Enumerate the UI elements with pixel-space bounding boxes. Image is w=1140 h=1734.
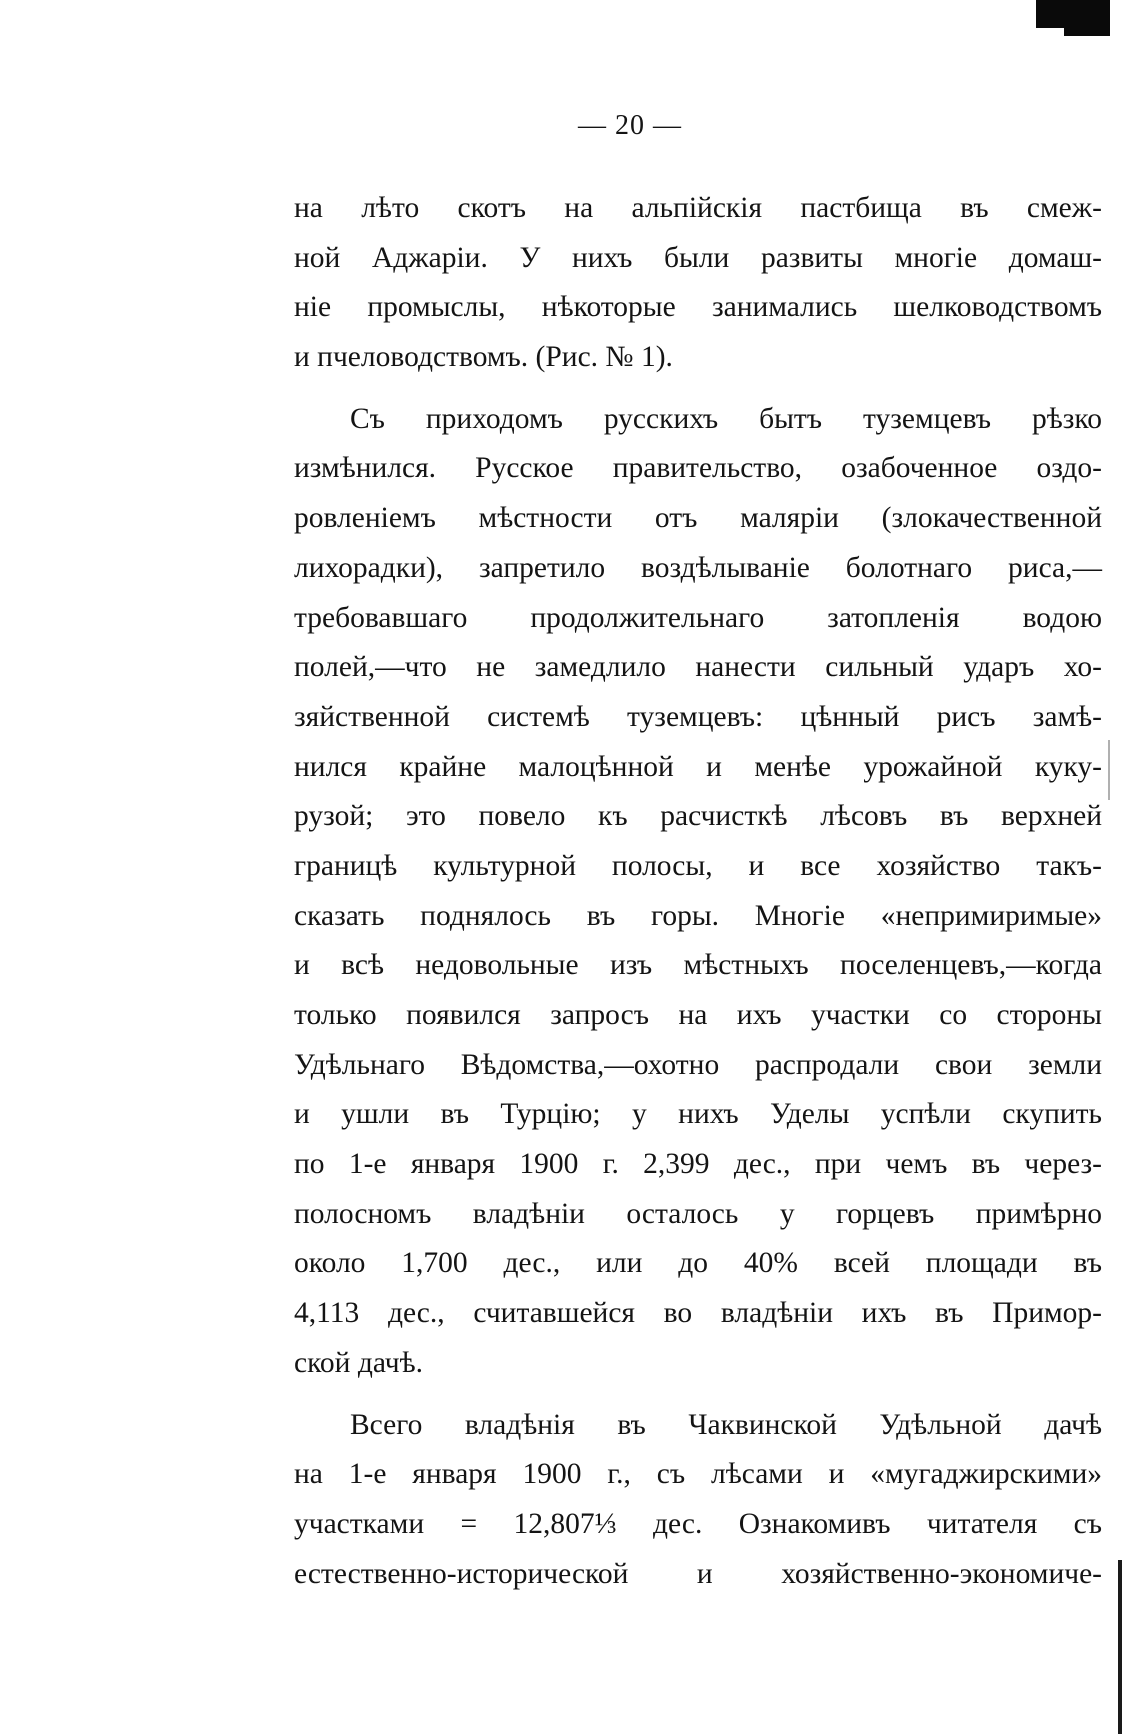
page-number: — 20 — [578, 110, 682, 141]
text-line: ніе промыслы, нѣкоторые занимались шелководствомъ [294, 291, 1102, 324]
text-line: естественно-исторической и хозяйственно-экономиче- [294, 1557, 1102, 1590]
text-line: измѣнился. Русское правительство, озабоченное оздо- [294, 452, 1102, 485]
text-line: только появился запросъ на ихъ участки со стороны [294, 999, 1102, 1031]
paragraph-gap [294, 1389, 1102, 1401]
text-line: Съ приходомъ русскихъ бытъ туземцевъ рѣзко [350, 402, 1102, 435]
text-line: Удѣльнаго Вѣдомства,—охотно распродали свои земли [294, 1048, 1102, 1081]
text-line: по 1-е января 1900 г. 2,399 дес., при чемъ въ через- [294, 1148, 1102, 1181]
text-line: ровленіемъ мѣстности отъ маляріи (злокачественной [294, 502, 1102, 535]
text-line: сказать поднялось въ горы. Многіе «непримиримые» [294, 899, 1102, 932]
paragraph-gap [294, 383, 1102, 395]
text-line: лихорадки), запретило воздѣлываніе болотнаго риса,— [294, 551, 1102, 584]
text-line: требовавшаго продолжительнаго затопленія водою [294, 601, 1102, 634]
text-line: рузой; это повело къ расчисткѣ лѣсовъ въ верхней [294, 800, 1102, 833]
text-line: нился крайне малоцѣнной и менѣе урожайной куку- [294, 750, 1102, 783]
text-line: на 1-е января 1900 г., съ лѣсами и «мугаджирскими» [294, 1458, 1102, 1491]
text-line: и пчеловодствомъ. (Рис. № 1). [294, 341, 673, 374]
text-line: 4,113 дес., считавшейся во владѣніи ихъ въ Примор- [294, 1297, 1102, 1330]
text-line: Всего владѣнія въ Чаквинской Удѣльной дачѣ [350, 1408, 1102, 1441]
scan-corner-mark [1036, 0, 1110, 28]
text-line: и всѣ недовольные изъ мѣстныхъ поселенцевъ,—когда [294, 949, 1102, 982]
text-line: ной Аджаріи. У нихъ были развиты многіе домаш- [294, 241, 1102, 274]
text-line: зяйственной системѣ туземцевъ: цѣнный рисъ замѣ- [294, 700, 1102, 733]
text-line: участками = 12,807⅓ дес. Ознакомивъ читателя съ [294, 1507, 1102, 1540]
text-line: и ушли въ Турцію; у нихъ Уделы успѣли скупить [294, 1098, 1102, 1131]
text-line: границѣ культурной полосы, и все хозяйство такъ- [294, 849, 1102, 882]
text-line: ской дачѣ. [294, 1346, 423, 1379]
scan-edge-line [1118, 1560, 1122, 1734]
text-line: полосномъ владѣніи осталось у горцевъ примѣрно [294, 1197, 1102, 1230]
body-text [294, 184, 1102, 1599]
scan-edge-line-faint [1108, 740, 1110, 800]
text-line: полей,—что не замедлило нанести сильный ударъ хо- [294, 651, 1102, 684]
text-line: на лѣто скотъ на альпійскія пастбища въ смеж- [294, 192, 1102, 224]
text-line: около 1,700 дес., или до 40% всей площади въ [294, 1247, 1102, 1280]
